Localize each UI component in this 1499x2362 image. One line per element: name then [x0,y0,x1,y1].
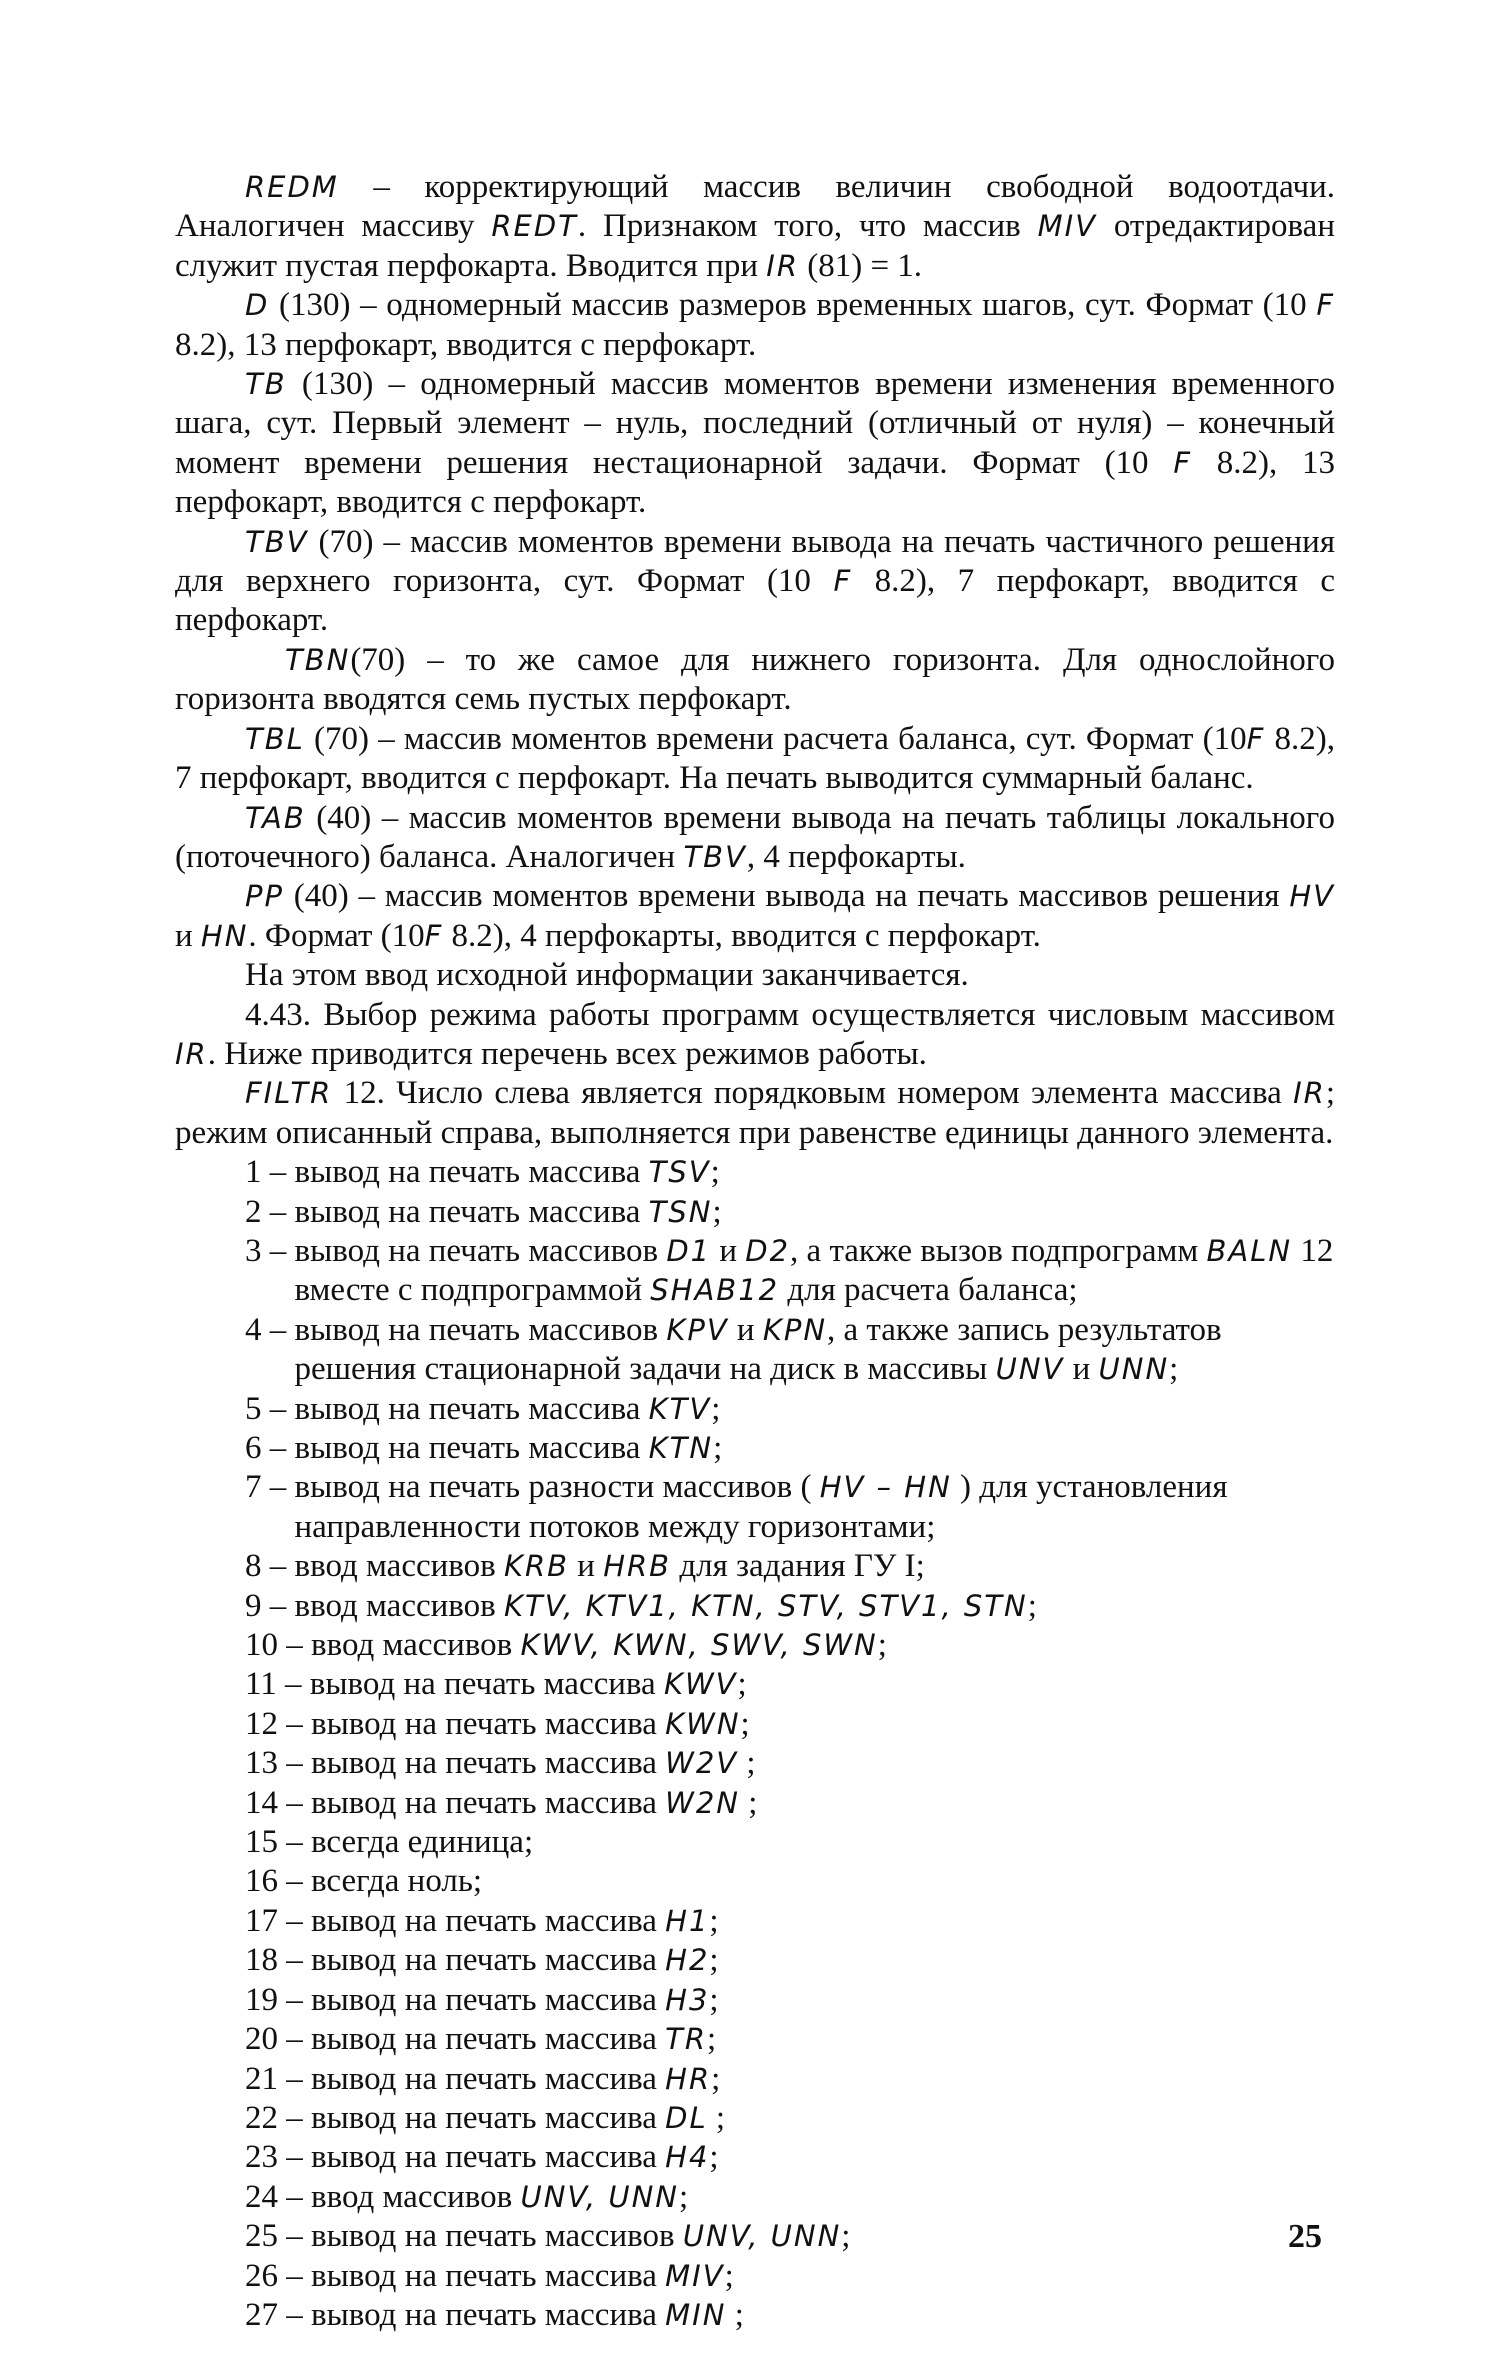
item-number: 20 [245,2021,278,2058]
code-identifier: D [245,288,270,323]
text-run: ; [710,1154,720,1191]
text-run: ввод массивов [311,2178,521,2215]
code-identifier: KWV, KWN, SWV, SWN [520,1628,878,1663]
code-identifier: TR [665,2022,708,2057]
code-identifier: KTN [648,1431,714,1465]
text-run: ; [678,2178,689,2215]
list-item [175,1390,1335,1429]
item-dash: – [278,1705,311,1742]
item-dash: – [261,1430,295,1466]
item-number: 1 [245,1154,262,1191]
item-number: 17 [245,1902,278,1939]
item-text [311,2178,1335,2217]
code-identifier: IR [1293,1076,1326,1111]
text-run: (130) – одномерный массив размеров временных шагов, сут. Формат (10 [269,287,1317,324]
text-run: вывод на печать массивов [311,2218,683,2255]
code-identifier: KPN [762,1312,828,1347]
item-dash: – [261,1154,295,1191]
text-run: 4.43. Выбор режима работы программ осуществляется числовым массивом [245,996,1335,1033]
item-text [311,1705,1335,1744]
text-run: – корректирующий массив величин свободной водоотдачи. Аналогичен массиву [175,169,1335,245]
code-identifier: H1 [665,1903,710,1938]
code-identifier: FILTR [245,1076,333,1111]
text-run: ; [707,2021,717,2058]
text-run: (130) – одномерный массив моментов времени изменения временного шага, сут. Первый элемент – нуль, последний (отличный от нуля) – конечный момент времени решения нестационарной задачи. Формат (10 [175,366,1335,481]
text-run: для задания ГУ I; [671,1548,925,1585]
list-item [175,2178,1335,2217]
item-number: 24 [245,2178,278,2215]
item-dash: – [278,2139,311,2176]
text-run: 8.2), 13 перфокарт, вводится с перфокарт. [175,444,1335,521]
item-number: 16 [245,1863,278,1900]
item-dash: – [278,2257,311,2294]
paragraph-redm [175,168,1335,286]
item-number: 27 [245,2296,278,2333]
text-run: ; [739,1784,758,1821]
item-number: 8 [245,1548,262,1585]
item-dash: – [278,1902,311,1939]
item-text [311,2257,1335,2296]
item-dash: – [261,1193,295,1230]
list-item [175,1468,1335,1547]
item-text [311,2060,1335,2099]
item-text [311,2020,1335,2059]
paragraph-s443 [175,996,1335,1075]
text-run: вывод на печать массива [311,1902,666,1939]
item-text [311,1823,1335,1862]
item-dash: – [261,1548,295,1585]
text-run: ввод массивов [311,1627,521,1664]
code-identifier: H3 [665,1982,710,2017]
text-run: ; [709,1942,719,1979]
list-item [175,1665,1335,1704]
code-identifier: HV [1289,879,1335,914]
page-number: 25 [1288,2218,1322,2255]
text-run: . Ниже приводится перечень всех режимов работы. [207,1035,927,1072]
text-run: вывод на печать массива [311,1981,666,2018]
list-item [175,2138,1335,2177]
text-run: (81) = 1. [798,247,923,284]
item-number: 11 [245,1666,277,1703]
text-run: ; [709,2139,719,2176]
item-text [311,1862,1335,1901]
text-run: ; [737,1666,747,1703]
item-text [295,1390,1336,1429]
text-run: вывод на печать массива [311,2257,666,2294]
text-run: и [1064,1351,1099,1388]
code-identifier: UNV, UNN [520,2179,679,2214]
list-item [175,2296,1335,2335]
code-identifier: TAB [245,800,306,835]
text-run: вывод на печать массива [311,2060,666,2097]
item-text [295,1547,1336,1586]
code-identifier: W2V [665,1746,739,1781]
item-number: 15 [245,1824,278,1861]
text-run: , а также запись результатов решения стационарной задачи на диск в массивы [294,1311,1222,1388]
code-identifier: KTV [648,1391,712,1426]
item-text [311,1784,1335,1823]
item-number: 3 [245,1232,262,1269]
item-text [295,1311,1336,1390]
text-run: 8.2), 13 перфокарт, вводится с перфокарт. [175,326,757,363]
item-text [311,1941,1335,1980]
text-run: вывод на печать массива [311,1745,666,1782]
code-identifier: F [833,564,853,599]
text-run: отредактирован служит пустая перфокарта. Вводится при [175,208,1335,284]
text-run: ; [709,1902,719,1939]
list-item [175,1705,1335,1744]
code-identifier: KPV [666,1312,729,1347]
list-item [175,2217,1335,2256]
list-item [175,1941,1335,1980]
text-run: ; [713,1430,723,1466]
text-run: и [175,917,201,954]
code-identifier: F [1316,288,1335,323]
item-dash: – [278,1942,311,1979]
list-item [175,2099,1335,2138]
text-run: 12. Число слева является порядковым номером элемента массива [332,1075,1294,1112]
text-run: ; [738,1745,756,1782]
item-number: 10 [245,1627,278,1664]
text-run: ; [724,2257,734,2294]
list-item [175,1547,1335,1586]
item-number: 18 [245,1942,278,1979]
item-number: 14 [245,1784,278,1821]
item-number: 23 [245,2139,278,2176]
mode-list [175,1153,1335,2335]
list-item [175,2020,1335,2059]
paragraph-tab [175,799,1335,878]
item-number: 5 [245,1390,262,1427]
item-number: 25 [245,2218,278,2255]
text-run: (70) – то же самое для нижнего горизонта. Для однослойного горизонта вводятся семь пустых перфокарт. [175,641,1335,718]
code-identifier: MIV [665,2258,725,2293]
text-run: вывод на печать массива [311,2021,666,2058]
item-text [295,1587,1336,1626]
text-run: вывод на печать массивов [294,1232,667,1269]
text-run: всегда единица; [311,1824,534,1861]
text-run: 8.2), 7 перфокарт, вводится с перфокарт. [175,563,1335,639]
list-item [175,2257,1335,2296]
item-number: 4 [245,1311,262,1348]
list-item [175,1429,1335,1468]
code-identifier: F [1246,721,1266,756]
text-run: 8.2), 7 перфокарт, вводится с перфокарт. На печать выводится суммарный баланс. [175,720,1335,797]
item-number: 6 [245,1430,262,1466]
code-identifier: PP [245,879,284,914]
paragraph-tbl [175,720,1335,799]
code-identifier: UNN [1098,1352,1170,1387]
paragraph-end [175,956,1335,995]
text-run: 8.2), 4 перфокарты, вводится с перфокарт. [443,917,1041,954]
item-text [311,2138,1335,2177]
text-run: вывод на печать массива [311,1784,666,1821]
paragraph-filtr [175,1074,1335,1153]
item-text [311,1626,1335,1665]
item-text [295,1153,1336,1192]
text-run: , 4 перфокарты. [746,838,966,875]
code-identifier: REDT [491,209,578,244]
text-run: вывод на печать массивов [294,1311,667,1348]
code-identifier: TBV [245,524,309,559]
item-number: 13 [245,1745,278,1782]
text-run: ; [1027,1587,1037,1624]
code-identifier: TSN [648,1194,713,1229]
item-dash: – [276,1666,310,1703]
item-text [295,1468,1336,1547]
list-item [175,1784,1335,1823]
text-run: (70) – массив моментов времени вывода на печать частичного решения для верхнего горизонта, сут. Формат (10 [175,523,1335,600]
text-run: ; [707,2099,726,2136]
item-dash: – [278,1824,311,1861]
text-run: , а также вызов подпрограмм [790,1232,1207,1269]
item-dash: – [278,2060,311,2097]
item-text [311,2296,1335,2335]
paragraph-d [175,286,1335,365]
list-item [175,1981,1335,2020]
item-dash: – [278,2218,311,2255]
item-dash: – [278,2296,311,2333]
text-run: ; [877,1627,887,1664]
item-number: 22 [245,2099,278,2136]
text-run: вывод на печать разности массивов ( [294,1469,820,1506]
text-run: вывод на печать массива [294,1154,649,1191]
code-identifier: D2 [745,1233,791,1268]
code-identifier: F [424,918,444,953]
item-text [311,1744,1335,1783]
item-dash: – [261,1232,295,1269]
text-run: и [711,1232,746,1269]
list-item [175,1902,1335,1941]
text-run: ; [711,1390,721,1427]
code-identifier: BALN [1206,1233,1293,1268]
item-dash: – [278,1784,311,1821]
list-item [175,2060,1335,2099]
item-text [311,2217,1335,2256]
code-identifier: KWN [665,1706,741,1741]
item-dash: – [261,1311,295,1348]
code-identifier: HR [665,2061,712,2096]
text-run: и [569,1548,604,1585]
item-text [311,1981,1335,2020]
code-identifier: MIV [1037,209,1097,244]
text-run: ; режим описанный справа, выполняется при равенстве единицы данного элемента. [175,1075,1335,1151]
text-run: . Признаком того, что массив [577,208,1038,245]
code-identifier: TB [245,367,287,402]
code-identifier: F [1173,445,1192,480]
item-number: 12 [245,1705,278,1742]
text-run: вывод на печать массива [294,1430,649,1466]
item-dash: – [278,1627,311,1664]
text-run: ; [709,1981,719,2018]
text-run: ; [712,1193,722,1230]
text-run: вывод на печать массива [311,1705,666,1742]
text-run: (40) – массив моментов времени вывода на печать массивов решения [283,878,1290,915]
code-identifier: KWV [663,1667,738,1702]
code-identifier: HV – HN [819,1470,952,1505]
text-run: ; [726,2296,744,2333]
text-run: для расчета баланса; [779,1272,1078,1309]
code-identifier: UNV, UNN [682,2219,842,2254]
item-number: 19 [245,1981,278,2018]
code-identifier: H4 [665,2140,710,2175]
code-identifier: KTV, KTV1, KTN, STV, STV1, STN [503,1588,1028,1623]
item-text [310,1665,1335,1704]
list-item [175,1587,1335,1626]
code-identifier: UNV [995,1352,1065,1387]
text-run: На этом ввод исходной информации заканчивается. [245,957,969,994]
item-dash: – [261,1469,295,1506]
paragraph-tbv [175,523,1335,641]
item-text [295,1429,1336,1468]
text-run: (40) – массив моментов времени вывода на печать таблицы локального (поточечного) баланса. Аналогичен [175,799,1335,875]
text-run: вывод на печать массива [311,2296,666,2333]
text-run: вывод на печать массива [294,1390,649,1427]
text-run: вывод на печать массива [294,1193,649,1230]
text-run: 12 вместе с подпрограммой [294,1232,1334,1309]
text-run: ) для установления направленности потоков между горизонтами; [294,1469,1228,1545]
text-run: вывод на печать массива [311,1942,666,1979]
item-dash: – [261,1390,295,1427]
item-number: 7 [245,1469,262,1506]
code-identifier: KRB [503,1549,570,1584]
item-number: 2 [245,1193,262,1230]
code-identifier: W2N [665,1785,740,1820]
item-dash: – [278,2021,311,2058]
item-dash: – [278,2178,311,2215]
code-identifier: IR [766,248,799,283]
text-run: ; [740,1705,750,1742]
list-item [175,1862,1335,1901]
list-item [175,1311,1335,1390]
item-text [295,1232,1336,1311]
list-item [175,1823,1335,1862]
paragraph-tb [175,365,1335,523]
item-dash: – [261,1587,295,1624]
text-run: ввод массивов [294,1548,504,1585]
code-identifier: TBL [245,721,305,756]
code-identifier: MIN [665,2297,727,2332]
list-item [175,1153,1335,1192]
item-text [295,1193,1336,1232]
item-number: 26 [245,2257,278,2294]
code-identifier: TSV [648,1155,711,1190]
text-run: ; [711,2060,721,2097]
code-identifier: HRB [603,1549,672,1584]
text-run: вывод на печать массива [311,2099,666,2136]
text-run: (70) – массив моментов времени расчета баланса, сут. Формат (10 [304,720,1247,757]
text-run: и [728,1311,763,1348]
item-text [311,1902,1335,1941]
text-run: ; [841,2218,851,2255]
code-identifier: HN [200,918,249,953]
item-dash: – [278,1981,311,2018]
body-text [175,168,1335,2335]
paragraphs [175,168,1335,1153]
item-number: 9 [245,1587,262,1624]
code-identifier: H2 [665,1943,710,1978]
code-identifier: D1 [666,1233,712,1268]
code-identifier: TBV [683,839,747,874]
text-run: ; [1169,1351,1179,1388]
list-item [175,1626,1335,1665]
list-item [175,1744,1335,1783]
text-run: вывод на печать массива [311,2139,666,2176]
text-run: ввод массивов [294,1587,504,1624]
item-dash: – [278,1745,311,1782]
list-item [175,1193,1335,1232]
item-dash: – [278,2099,311,2136]
text-run: вывод на печать массива [309,1666,664,1703]
code-identifier: DL [665,2100,708,2135]
text-run: . Формат (10 [248,917,425,954]
item-text [311,2099,1335,2138]
text-run: всегда ноль; [311,1863,483,1900]
item-dash: – [278,1863,311,1900]
code-identifier: TBN [285,642,351,677]
item-number: 21 [245,2060,278,2097]
code-identifier: IR [175,1036,208,1071]
code-identifier: SHAB12 [650,1273,780,1308]
code-identifier: REDM [245,170,339,204]
paragraph-tbn [175,641,1335,720]
list-item [175,1232,1335,1311]
paragraph-pp [175,877,1335,956]
